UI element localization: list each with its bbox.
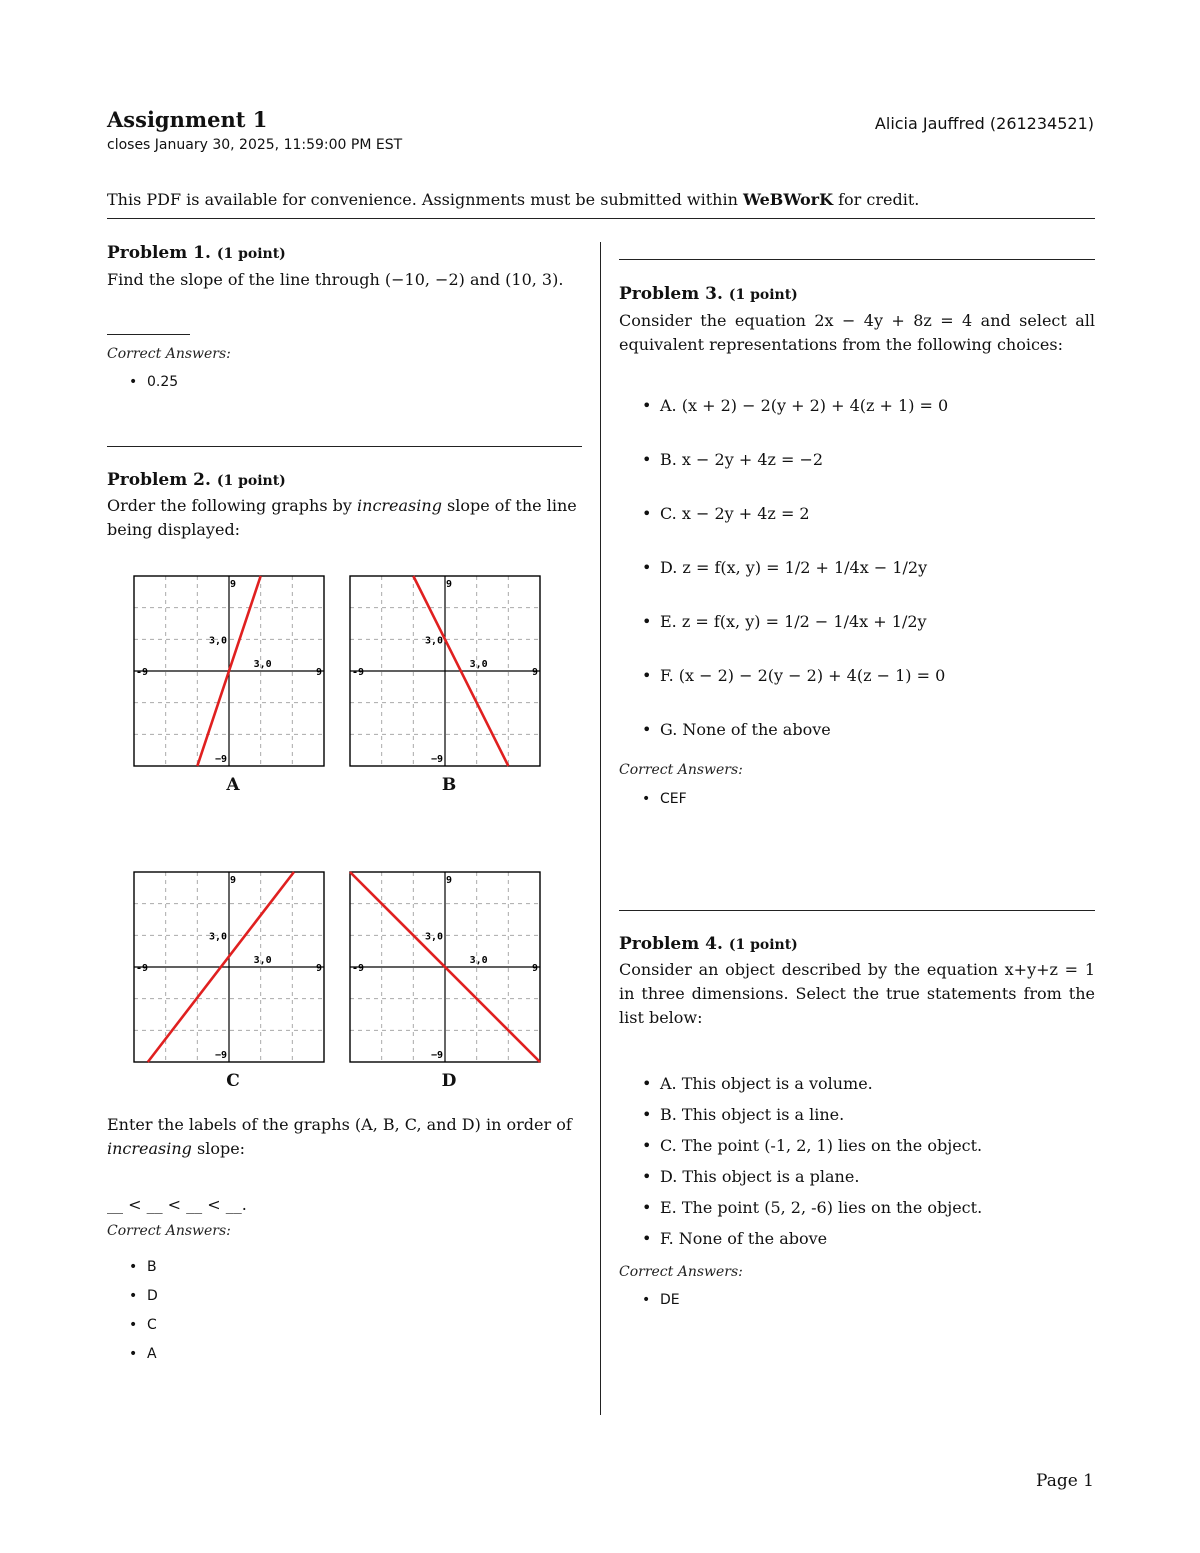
tick-label-right: 9	[315, 667, 322, 678]
problem-3-points: (1 point)	[728, 287, 798, 303]
column-divider	[600, 242, 601, 1415]
problem-1-heading: Problem 1.	[107, 243, 211, 263]
problem-2-answers	[125, 1253, 158, 1369]
tick-label-bottom: −9	[430, 1050, 443, 1061]
tick-label-right: 9	[531, 963, 538, 974]
problem-4-points: (1 point)	[728, 937, 798, 953]
problem-2-correct-label: Correct Answers:	[107, 1223, 231, 1239]
option-b[interactable]: • B. This object is a line.	[638, 1099, 1088, 1130]
tick-label-x3: 3,0	[469, 659, 488, 670]
problem-4-options	[638, 1068, 1088, 1254]
notice-text: This PDF is available for convenience. Assignments must be submitted within	[107, 190, 743, 209]
option-a[interactable]: • A. (x + 2) − 2(y + 2) + 4(z + 1) = 0	[638, 394, 1088, 418]
problem-1-answers	[125, 374, 178, 390]
problem-4-answers	[638, 1292, 680, 1308]
graph-d	[349, 871, 541, 1063]
graph-b-label: B	[441, 775, 457, 795]
header-rule	[107, 218, 1095, 219]
answer-item: • 0.25	[125, 374, 178, 390]
problem-2-instructions	[107, 1113, 587, 1161]
graph-d-label: D	[441, 1071, 457, 1091]
graph-c-label: C	[226, 1071, 240, 1091]
graph-c	[133, 871, 325, 1063]
tick-label-bottom: −9	[214, 754, 227, 765]
tick-label-top: 9	[230, 579, 237, 590]
page-number: Page 1	[1036, 1471, 1094, 1491]
problem-1-points: (1 point)	[216, 246, 286, 262]
option-d[interactable]: • D. This object is a plane.	[638, 1161, 1088, 1192]
answer-item: • B	[125, 1253, 158, 1282]
problem-3-options	[638, 394, 1088, 742]
answer-item: • A	[125, 1340, 158, 1369]
problem-1-text: Find the slope of the line through (−10, −2) and (10, 3).	[107, 270, 564, 289]
problem-2-enter-post: slope:	[191, 1139, 246, 1158]
problem-2-heading: Problem 2.	[107, 470, 211, 490]
problem-3-heading: Problem 3.	[619, 284, 723, 304]
option-g[interactable]: • G. None of the above	[638, 718, 1088, 742]
webwork-brand: WeBWorK	[742, 190, 833, 209]
problem-2-enter-pre: Enter the labels of the graphs (A, B, C, and D) in order of	[107, 1115, 572, 1134]
option-f[interactable]: • F. None of the above	[638, 1223, 1088, 1254]
answer-item: • C	[125, 1311, 158, 1340]
option-c[interactable]: • C. The point (-1, 2, 1) lies on the object.	[638, 1130, 1088, 1161]
answer-item: • D	[125, 1282, 158, 1311]
tick-label-x3: 3,0	[253, 955, 272, 966]
tick-label-left: -9	[352, 963, 365, 974]
tick-label-x3: 3,0	[253, 659, 272, 670]
tick-label-top: 9	[230, 875, 237, 886]
tick-label-bottom: −9	[430, 754, 443, 765]
option-d[interactable]: • D. z = f(x, y) = 1/2 + 1/4x − 1/2y	[638, 556, 1088, 580]
problem-3-correct-label: Correct Answers:	[619, 762, 743, 778]
problem-2-enter-em: increasing	[107, 1139, 192, 1158]
option-c[interactable]: • C. x − 2y + 4z = 2	[638, 502, 1088, 526]
tick-label-y3: 3,0	[424, 635, 443, 647]
problem-4-correct-label: Correct Answers:	[619, 1264, 743, 1280]
notice	[107, 190, 919, 209]
problem-4-rule-top	[619, 910, 1095, 911]
option-e[interactable]: • E. The point (5, 2, -6) lies on the object.	[638, 1192, 1088, 1223]
answer-item: • CEF	[638, 791, 687, 807]
problem-1-rule	[107, 446, 582, 447]
option-a[interactable]: • A. This object is a volume.	[638, 1068, 1088, 1099]
problem-3-answers	[638, 791, 687, 807]
tick-label-top: 9	[446, 875, 453, 886]
closes-date: closes January 30, 2025, 11:59:00 PM EST	[107, 137, 403, 153]
problem-1-answer-blank[interactable]	[107, 334, 190, 335]
tick-label-right: 9	[531, 667, 538, 678]
problem-4-heading: Problem 4.	[619, 934, 723, 954]
problem-4-title	[619, 934, 798, 954]
tick-label-y3: 3,0	[208, 931, 227, 943]
problem-2-text-pre: Order the following graphs by	[107, 496, 358, 515]
graph-b	[349, 575, 541, 767]
answer-item: • DE	[638, 1292, 680, 1308]
problem-1-correct-label: Correct Answers:	[107, 346, 231, 362]
option-e[interactable]: • E. z = f(x, y) = 1/2 − 1/4x + 1/2y	[638, 610, 1088, 634]
problem-2-text	[107, 494, 585, 542]
tick-label-right: 9	[315, 963, 322, 974]
tick-label-y3: 3,0	[424, 931, 443, 943]
tick-label-bottom: −9	[214, 1050, 227, 1061]
problem-2-answer-blanks[interactable]: __ < __ < __ < __.	[107, 1195, 247, 1214]
notice-text-end: for credit.	[833, 190, 920, 209]
problem-2-title	[107, 470, 286, 490]
problem-3-title	[619, 284, 798, 304]
option-b[interactable]: • B. x − 2y + 4z = −2	[638, 448, 1088, 472]
problem-2-text-post: slope of the line being displayed:	[107, 496, 577, 539]
graph-a	[133, 575, 325, 767]
tick-label-left: -9	[352, 667, 365, 678]
tick-label-x3: 3,0	[469, 955, 488, 966]
problem-1-title	[107, 243, 286, 263]
problem-4-text: Consider an object described by the equation x+y+z = 1 in three dimensions. Select the true statements from the list below:	[619, 960, 1095, 1027]
tick-label-left: -9	[136, 667, 149, 678]
problem-3-text: Consider the equation 2x − 4y + 8z = 4 and select all equivalent representations from the following choices:	[619, 311, 1095, 354]
option-f[interactable]: • F. (x − 2) − 2(y − 2) + 4(z − 1) = 0	[638, 664, 1088, 688]
problem-2-points: (1 point)	[216, 473, 286, 489]
page-title: Assignment 1	[107, 107, 268, 132]
graph-a-label: A	[226, 775, 240, 795]
student-name: Alicia Jauffred (261234521)	[874, 114, 1094, 133]
problem-2-text-em: increasing	[357, 496, 442, 515]
tick-label-left: -9	[136, 963, 149, 974]
tick-label-y3: 3,0	[208, 635, 227, 647]
tick-label-top: 9	[446, 579, 453, 590]
problem-3-rule-top	[619, 259, 1095, 260]
